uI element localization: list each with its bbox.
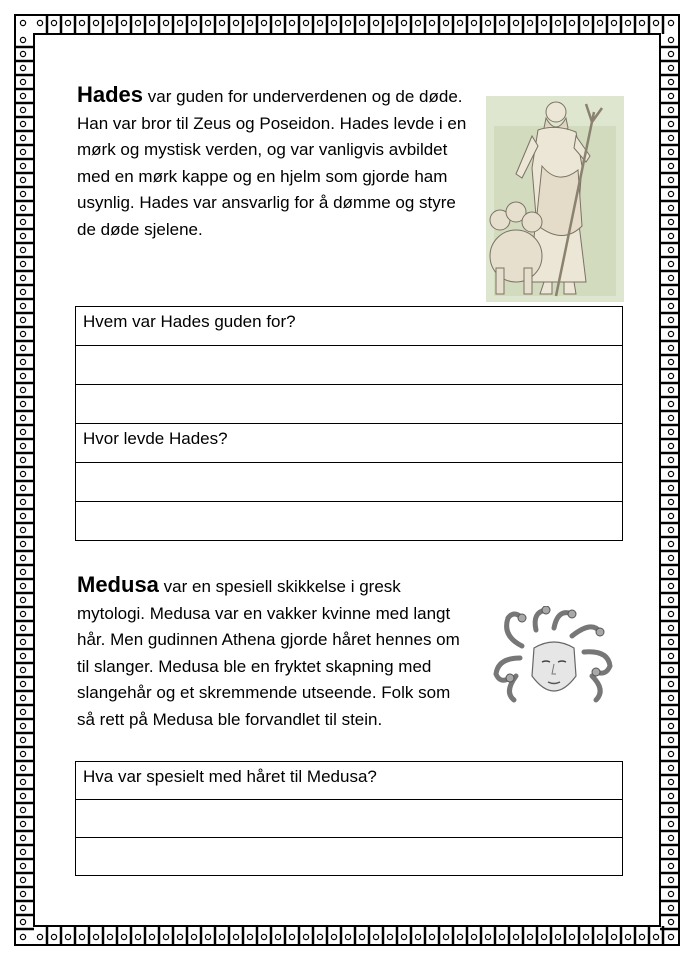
question-cell: Hva var spesielt med håret til Medusa?: [76, 762, 623, 800]
table-row: [76, 463, 623, 502]
question-cell: Hvem var Hades guden for?: [76, 307, 623, 346]
table-row: [76, 838, 623, 876]
answer-line[interactable]: [76, 838, 623, 876]
hades-description: var guden for underverdenen og de døde. Han var bror til Zeus og Poseidon. Hades levde i en mørk og mystisk verden, og var vanligvis avbildet med en mørk kappe og en hjelm som gjorde ham usynlig. Hades var ansvarlig for å dømme og styre de døde sjelene.: [77, 87, 467, 239]
answer-line[interactable]: [76, 385, 623, 424]
hades-paragraph: [77, 82, 477, 243]
medusa-heading: Medusa: [77, 572, 159, 597]
medusa-questions-table: [75, 761, 623, 876]
table-row: [76, 800, 623, 838]
table-row: [76, 346, 623, 385]
hades-questions-table: [75, 306, 623, 541]
answer-line[interactable]: [76, 463, 623, 502]
answer-line[interactable]: [76, 800, 623, 838]
medusa-description: var en spesiell skikkelse i gresk mytologi. Medusa var en vakker kvinne med langt hår. Men gudinnen Athena gjorde håret hennes om til slanger. Medusa ble en fryktet skapning med slangehår og et skremmende utseende. Folk som så rett på Medusa ble forvandlet til stein.: [77, 577, 460, 729]
table-row: [76, 502, 623, 541]
medusa-paragraph: [77, 572, 472, 733]
question-cell: Hvor levde Hades?: [76, 424, 623, 463]
table-row: [76, 307, 623, 346]
hades-heading: Hades: [77, 82, 144, 107]
table-row: [76, 385, 623, 424]
answer-line[interactable]: [76, 346, 623, 385]
table-row: [76, 424, 623, 463]
hades-statue-icon: [486, 96, 624, 302]
answer-line[interactable]: [76, 502, 623, 541]
table-row: [76, 762, 623, 800]
medusa-head-icon: [492, 606, 616, 710]
